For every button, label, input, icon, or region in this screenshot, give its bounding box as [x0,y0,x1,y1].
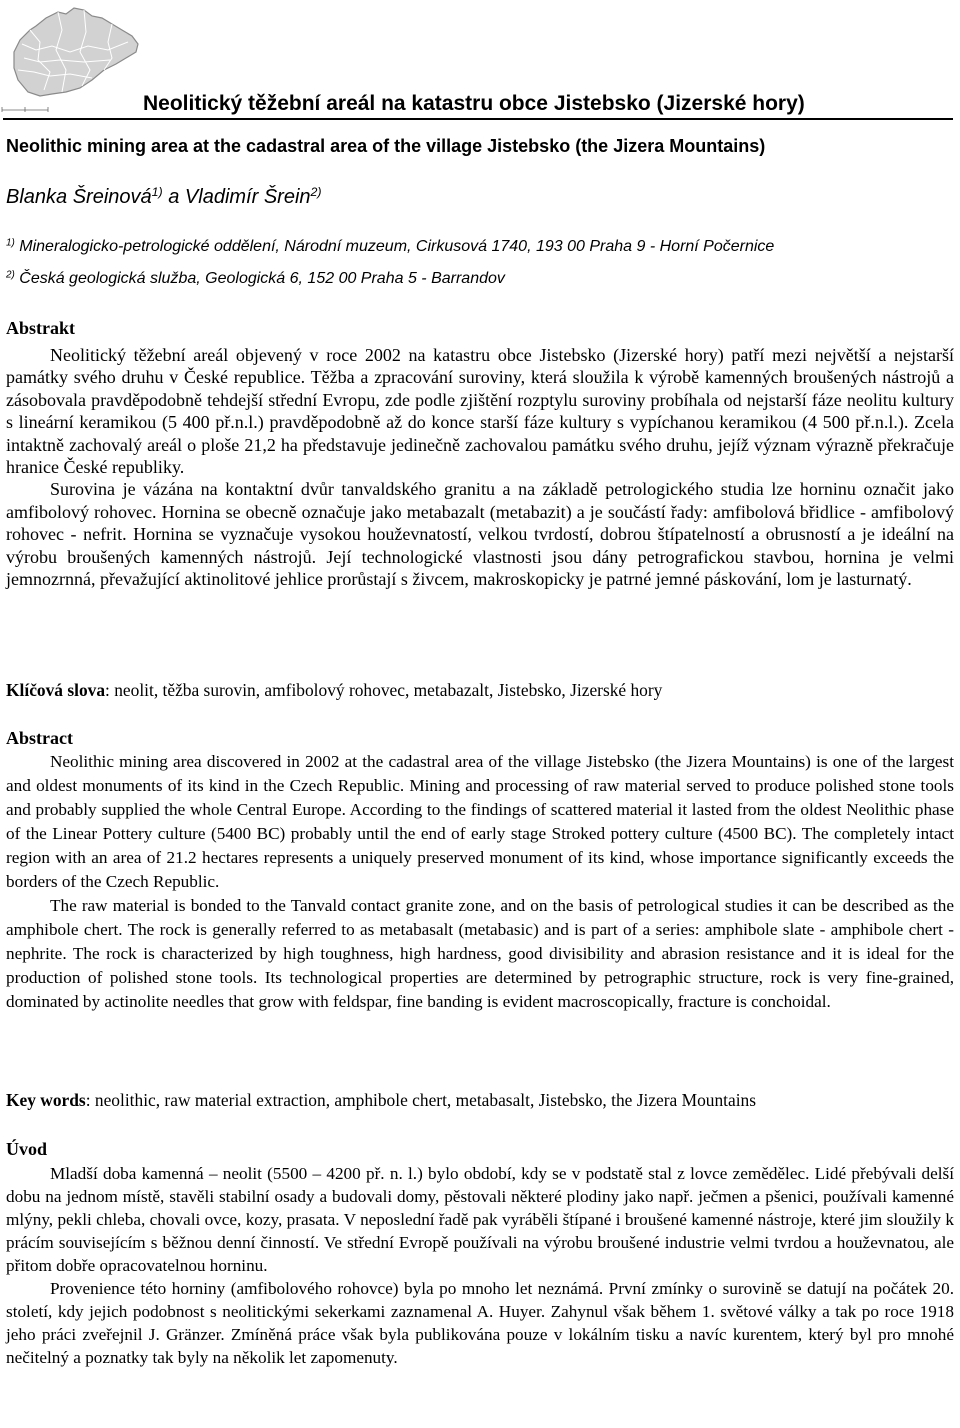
authors-line [6,186,322,209]
abstrakt-body [6,344,954,590]
author-1-name: Blanka Šreinová [6,186,152,208]
paper-title: Neolitický těžební areál na katastru obce Jistebsko (Jizerské hory) [143,92,805,115]
affiliation-2-mark: 2) [6,269,15,281]
key-words-label: Key words [6,1090,86,1110]
abstrakt-heading: Abstrakt [6,318,76,338]
affiliation-1 [6,238,774,256]
abstract-heading: Abstract [6,728,73,748]
author-2-mark: 2) [310,185,322,200]
abstract-body [6,750,954,1014]
affiliation-2 [6,270,505,288]
abstract-paragraph: Neolithic mining area discovered in 2002 at the cadastral area of the village Jistebsko (the Jizera Mountains) is one of the largest and oldest monuments of its kind in the Czech Republic. Mining and processing of raw material served to produce polished stone tools and probably supplied the whole Central Europe. According to the findings of scattered material it lasted from the oldest Neolithic phase of the Linear Pottery culture (5400 BC) probably until the end of early stage Stroked pottery culture (4500 BC). The completely intact region with an area of 21.2 hectares represents a uniquely preserved monument of its kind, whose importance significantly exceeds the borders of the Czech Republic. [6,752,954,891]
author-1-mark: 1) [151,185,163,200]
affiliation-2-text: Česká geologická služba, Geologická 6, 152 00 Praha 5 - Barrandov [14,270,505,287]
title-divider [3,118,953,120]
abstract-paragraph: The raw material is bonded to the Tanvald contact granite zone, and on the basis of petrological studies it can be described as the amphibole chert. The rock is generally referred to as metabasalt (metabasic) and is part of a series: amphibole slate - amphibole chert - nephrite. The rock is characterized by high toughness, high hardness, good divisibility and abrasion resistance and it is ideal for the production of polished stone tools. Its technological properties are determined by petrographic structure, rock is very fine-grained, dominated by actinolite needles that grow with feldspar, fine banding is evident macroscopically, fracture is conchoidal. [6,896,954,1011]
czech-republic-map-icon [0,0,140,118]
abstrakt-paragraph: Neolitický těžební areál objevený v roce 2002 na katastru obce Jistebsko (Jizerské hory) patří mezi největší a nejstarší památky svého druhu v České republice. Těžba a zpracování suroviny, která sloužila k výrobě kamenných broušených nástrojů a zásobovala pravděpodobně tehdejší střední Evropu, zde podle zjištění rozptylu suroviny probíhala od nejstarší fáze neolitu kultury s lineární keramikou (5 400 př.n.l.) pravděpodobně až do konce starší fáze kultury s vypíchanou keramikou (4 500 př.n.l.). Zcela intaktně zachovalý areál o ploše 21,2 ha představuje jedinečně zachovalou památku svého druhu, jejíž význam výrazně překračuje hranice České republiky. [6,345,954,478]
paper-subtitle: Neolithic mining area at the cadastral area of the village Jistebsko (the Jizera Mountains) [6,136,766,156]
uvod-body [6,1162,954,1369]
key-words-text: neolithic, raw material extraction, amphibole chert, metabasalt, Jistebsko, the Jizera Mountains [94,1090,757,1110]
key-words-sep: : [85,1090,95,1110]
uvod-paragraph: Provenience této horniny (amfibolového rohovce) byla po mnoho let neznámá. První zmínky o surovině se datují na počátek 20. století, kdy jejich podobnost s neolitickými sekerkami zaznamenal A. Huyer. Zahynul však během 1. světové války a tak po roce 1918 jeho práci zveřejnil J. Gränzer. Zmíněná práce však byla publikována pouze v lokálním tisku a navíc kurentem, který byl pro mnohé nečitelný a poznatky tak byly na několik let zapomenuty. [6,1279,954,1367]
affiliation-1-mark: 1) [6,237,15,249]
affiliation-1-text: Mineralogicko-petrologické oddělení, Národní muzeum, Cirkusová 1740, 193 00 Praha 9 - Horní Počernice [14,238,775,255]
uvod-heading: Úvod [6,1139,48,1159]
abstrakt-paragraph: Surovina je vázána na kontaktní dvůr tanvaldského granitu a na základě petrologického studia lze horninu označit jako amfibolový rohovec. Hornina se obecně označuje jako metabazalt (metabazit) a je součástí řady: amfibolová břidlice - amfibolový rohovec - nefrit. Hornina se vyznačuje vysokou houževnatostí, velkou tvrdostí, dobrou štípatelností a obrusností a je ideální na výrobu broušených kamenných nástrojů. Její technologické vlastnosti jsou dány petrografickou stavbou, hornina je velmi jemnozrnná, převažující aktinolitové jehlice prorůstají s živcem, makroskopicky je patrné jemné páskování, lom je lasturnatý. [6,479,954,590]
klicova-slova-label: Klíčová slova [6,680,106,700]
uvod-paragraph: Mladší doba kamenná – neolit (5500 – 4200 př. n. l.) bylo období, kdy se v podstatě stal z lovce zemědělec. Lidé přebývali delší dobu na jednom místě, stavěli stabilní osady a budovali domy, pěstovali některé plodiny jako např. ječmen a pšenici, používali kamenné mlýny, pekli chleba, chovali ovce, kozy, prasata. V neposlední řadě pak vyráběli štípané i broušené kamenné nástroje, které jim sloužily k prácím souvisejícím s běžnou denní činností. Ve střední Evropě používali na výrobu broušené industrie velmi tvrdou a houževnatou, ale přitom dobře opracovatelnou horninu. [6,1164,954,1275]
klicova-slova-sep: : [105,680,115,700]
key-words [6,1090,756,1111]
klicova-slova-text: neolit, těžba surovin, amfibolový rohovec, metabazalt, Jistebsko, Jizerské hory [114,680,663,700]
author-conjunction: a Vladimír Šrein [162,186,311,208]
klicova-slova [6,680,662,701]
